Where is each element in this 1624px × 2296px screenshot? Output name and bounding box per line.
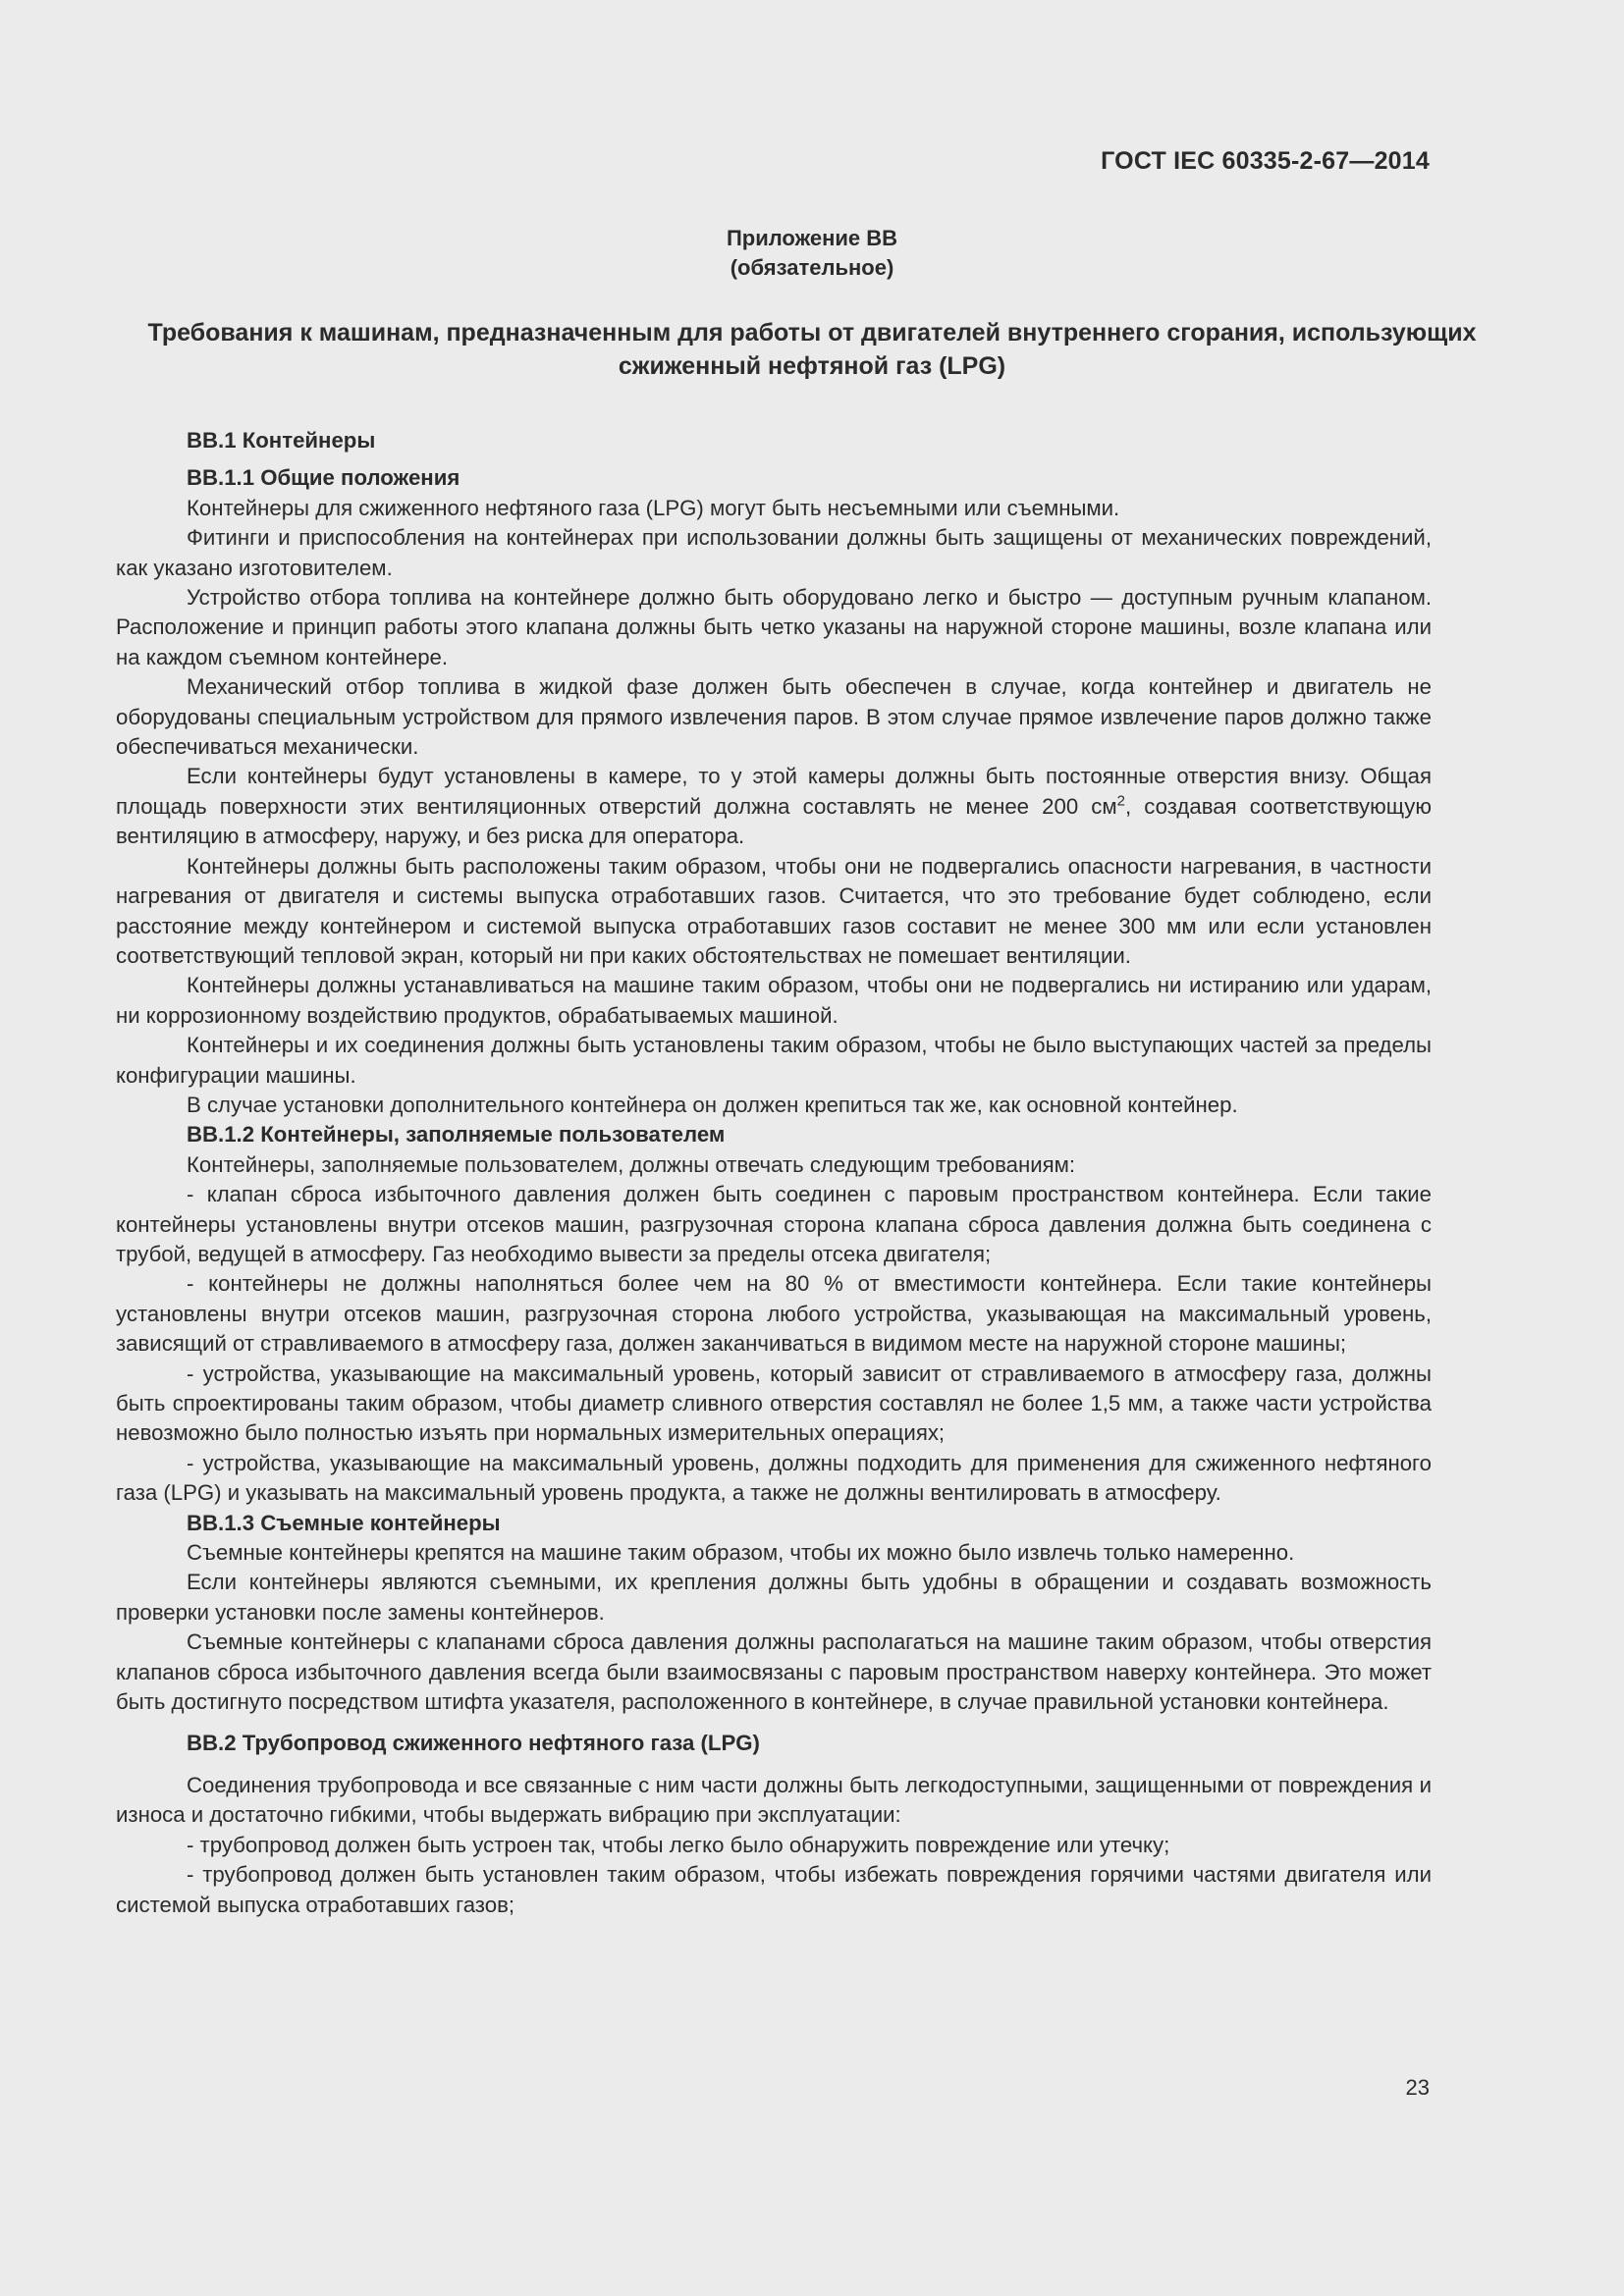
superscript: 2 (1116, 792, 1125, 810)
paragraph: Устройство отбора топлива на контейнере должно быть оборудовано легко и быстро — доступным ручным клапаном. Расположение и принцип работы этого клапана должны быть четко указаны на наружной стороне машины, возле клапана или на каждом съемном контейнере. (116, 585, 1432, 669)
paragraph: Контейнеры и их соединения должны быть установлены таким образом, чтобы не было выступающих частей за пределы конфигурации машины. (116, 1033, 1432, 1088)
paragraph: Контейнеры должны быть расположены таким образом, чтобы они не подвергались опасности нагревания, в частности нагревания от двигателя и системы выпуска отработавших газов. Считается, что это требование будет соблюдено, если расстояние между контейнером и системой выпуска отработавших газов составит не менее 300 мм или если установлен соответствующий тепловой экран, который ни при каких обстоятельствах не помешает вентиляции. (116, 853, 1432, 968)
annex-name: Приложение ВВ (726, 226, 898, 250)
list-item: - контейнеры не должны наполняться более чем на 80 % от вместимости контейнера. Если такие контейнеры установлены внутри отсеков машин, разгрузочная сторона любого устройства, указывающая на максимальный уровень, зависящий от стравливаемого в атмосферу газа, должен заканчиваться в видимом месте на наружной стороне машины; (116, 1271, 1432, 1357)
paragraph: Если контейнеры являются съемными, их крепления должны быть удобны в обращении и создавать возможность проверки установки после замены контейнеров. (116, 1570, 1432, 1625)
paragraph: Съемные контейнеры с клапанами сброса давления должны располагаться на машине таким образом, чтобы отверстия клапанов сброса избыточного давления всегда были взаимосвязаны с паровым пространством наверху контейнера. Это может быть достигнуто посредством штифта указателя, расположенного в контейнере, в случае правильной установки контейнера. (116, 1629, 1432, 1715)
list-item: - устройства, указывающие на максимальный уровень, должны подходить для применения для сжиженного нефтяного газа (LPG) и указывать на максимальный уровень продукта, а также не должны вентилировать в атмосферу. (116, 1450, 1432, 1506)
document-code: ГОСТ IEC 60335-2-67—2014 (1101, 147, 1430, 175)
subsection-heading: ВВ.1.1 Общие положения (187, 465, 460, 491)
list-item: - трубопровод должен быть устроен так, чтобы легко было обнаружить повреждение или утечку; (187, 1832, 1170, 1857)
list-item: - клапан сброса избыточного давления должен быть соединен с паровым пространством контейнера. Если такие контейнеры установлены внутри отсеков машин, разгрузочная сторона клапана сброса давления должна быть соединена с трубой, ведущей в атмосферу. Газ необходимо вывести за пределы отсека двигателя; (116, 1182, 1432, 1266)
document-body (116, 426, 1432, 1920)
section-heading: ВВ.2 Трубопровод сжиженного нефтяного газа (LPG) (187, 1731, 760, 1756)
paragraph: Фитинги и приспособления на контейнерах при использовании должны быть защищены от механических повреждений, как указано изготовителем. (116, 525, 1432, 580)
list-item: - устройства, указывающие на максимальный уровень, который зависит от стравливаемого в атмосферу газа, должны быть спроектированы таким образом, чтобы диаметр сливного отверстия составлял не более 1,5 мм, а также части устройства невозможно было полностью изъять при нормальных измерительных операциях; (116, 1361, 1432, 1446)
annex-title: Требования к машинам, предназначенным для работы от двигателей внутреннего сгорания, использующих сжиженный нефтяной газ (LPG) (147, 319, 1477, 380)
subsection-heading: ВВ.1.2 Контейнеры, заполняемые пользователем (187, 1122, 726, 1148)
paragraph: Съемные контейнеры крепятся на машине таким образом, чтобы их можно было извлечь только намеренно. (187, 1540, 1295, 1566)
paragraph: Механический отбор топлива в жидкой фазе должен быть обеспечен в случае, когда контейнер и двигатель не оборудованы специальным устройством для прямого извлечения паров. В этом случае прямое извлечение паров должно также обеспечиваться механически. (116, 674, 1432, 760)
paragraph-text: Если контейнеры будут установлены в камере, то у этой камеры должны быть постоянные отверстия внизу. Общая площадь поверхности этих вентиляционных отверстий должна составлять не менее 200 см (116, 764, 1432, 819)
annex-header (0, 224, 1624, 283)
paragraph: Контейнеры, заполняемые пользователем, должны отвечать следующим требованиям: (187, 1151, 1076, 1177)
paragraph: Соединения трубопровода и все связанные с ним части должны быть легкодоступными, защищенными от повреждения и износа и достаточно гибкими, чтобы выдержать вибрацию при эксплуатации: (116, 1772, 1432, 1828)
paragraph: Контейнеры должны устанавливаться на машине таким образом, чтобы они не подвергались ни истиранию или ударам, ни коррозионному воздействию продуктов, обрабатываемых машиной. (116, 973, 1432, 1028)
paragraph (116, 762, 1432, 851)
paragraph: В случае установки дополнительного контейнера он должен крепиться так же, как основной контейнер. (187, 1092, 1238, 1117)
section-heading: ВВ.1 Контейнеры (187, 428, 376, 453)
page-number: 23 (1405, 2075, 1430, 2100)
annex-status: (обязательное) (730, 255, 894, 280)
paragraph-text: , создавая соответствующую вентиляцию в атмосферу, наружу, и без риска для оператора. (116, 793, 1432, 849)
paragraph: Контейнеры для сжиженного нефтяного газа (LPG) могут быть несъемными или съемными. (187, 495, 1120, 520)
list-item: - трубопровод должен быть установлен таким образом, чтобы избежать повреждения горячими частями двигателя или системой выпуска отработавших газов; (116, 1862, 1432, 1917)
subsection-heading: ВВ.1.3 Съемные контейнеры (187, 1510, 501, 1535)
